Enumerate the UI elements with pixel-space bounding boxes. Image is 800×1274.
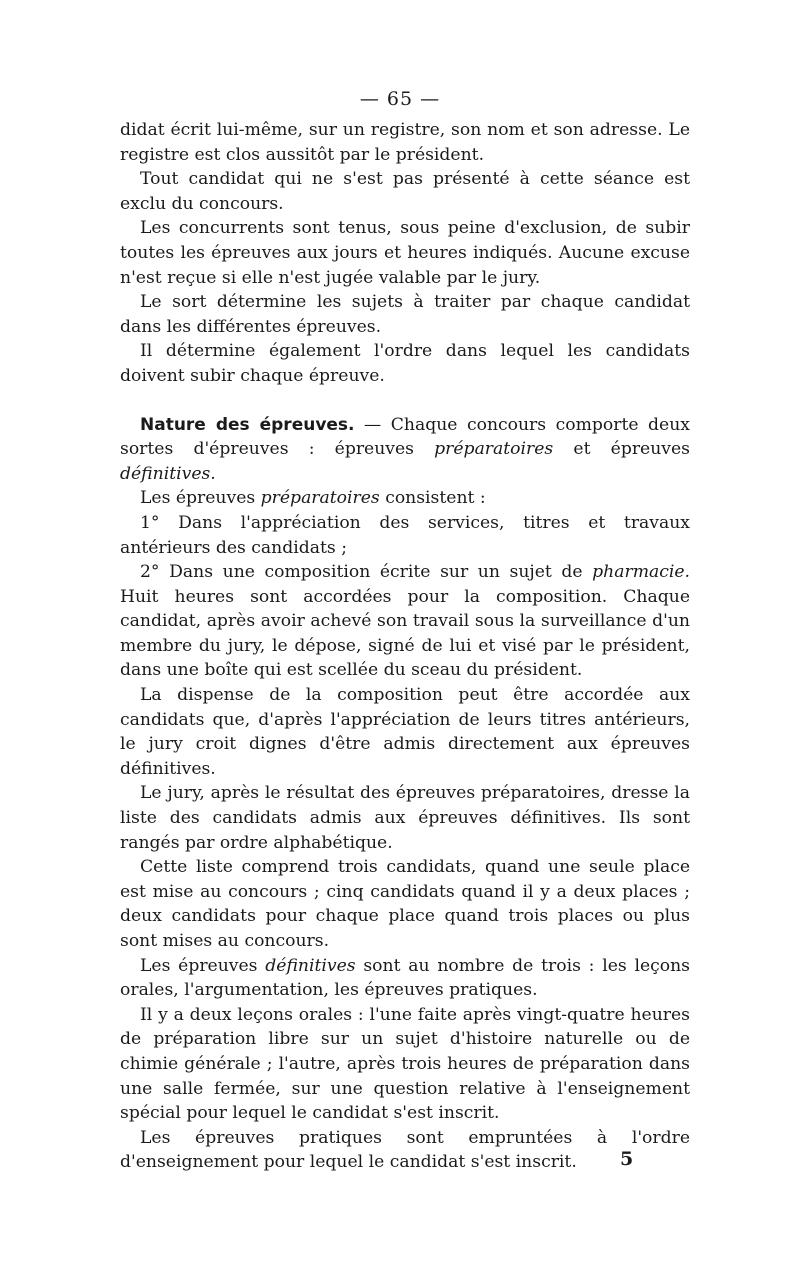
italic-term: définitives. xyxy=(120,463,216,484)
page-number: — 65 — xyxy=(359,88,441,110)
paragraph: Les épreuves pratiques sont empruntées à l'ordre d'enseignement pour lequel le candidat s'est inscrit. xyxy=(120,1127,690,1173)
section-gap xyxy=(120,389,690,413)
paragraph: Les concurrents sont tenus, sous peine d'exclusion, de subir toutes les épreuves aux jours et heures indiqués. Aucune excuse n'est reçue si elle n'est jugée valable par le jury. xyxy=(120,218,690,288)
list-item-1: 1° Dans l'appréciation des services, titres et travaux antérieurs des candidats ; xyxy=(120,512,690,558)
text-run: sont au nombre de trois : les leçons orales, l'argumentation, les épreuves pratiques. xyxy=(120,955,690,1001)
paragraph: Il détermine également l'ordre dans lequel les candidats doivent subir chaque épreuve. xyxy=(120,341,690,386)
text-run: consistent : xyxy=(379,488,486,509)
text-run: et épreuves xyxy=(553,439,690,460)
paragraph: La dispense de la composition peut être accordée aux candidats que, d'après l'appréciation de leurs titres antérieurs, le jury croit dignes d'être admis directement aux épreuves définitives. xyxy=(120,685,690,779)
paragraph: Il y a deux leçons orales : l'une faite après vingt-quatre heures de préparation libre sur un sujet d'histoire naturelle ou de chimie générale ; l'autre, après trois heures de préparation dans une salle fermée, sur une question relative à l'enseignement spécial pour lequel le candidat s'est inscrit. xyxy=(120,1004,690,1124)
italic-term: pharmacie. xyxy=(592,562,690,583)
list-item-2 xyxy=(120,560,690,683)
text-run: Huit heures sont accordées pour la composition. Chaque candidat, après avoir achevé son travail sous la surveillance d'un membre du jury, le dépose, signé de lui et visé par le président, dans une boîte qui est scellée du sceau du président. xyxy=(120,586,690,681)
italic-term: préparatoires xyxy=(260,488,380,509)
paragraph: Le jury, après le résultat des épreuves préparatoires, dresse la liste des candidats admis aux épreuves définitives. Ils sont rangés par ordre alphabétique. xyxy=(120,783,690,853)
page-body xyxy=(120,118,690,1175)
text-run: Les épreuves xyxy=(140,955,266,976)
paragraph xyxy=(120,954,690,1003)
italic-term: définitives xyxy=(265,955,356,976)
paragraph xyxy=(120,486,690,511)
paragraph: Le sort détermine les sujets à traiter par chaque candidat dans les différentes épreuves. xyxy=(120,292,690,337)
section-paragraph xyxy=(120,413,690,487)
italic-term: préparatoires xyxy=(434,439,554,460)
text-run: 2° Dans une composition écrite sur un sujet de xyxy=(140,562,593,583)
text-run: Les épreuves xyxy=(140,488,261,509)
paragraph: didat écrit lui-même, sur un registre, son nom et son adresse. Le registre est clos aussitôt par le président. xyxy=(120,120,690,165)
paragraph: Tout candidat qui ne s'est pas présenté à cette séance est exclu du concours. xyxy=(120,169,690,214)
paragraph: Cette liste comprend trois candidats, quand une seule place est mise au concours ; cinq candidats quand il y a deux places ; deux candidats pour chaque place quand trois places ou plus sont mises au concours. xyxy=(120,857,690,951)
section-heading: Nature des épreuves. xyxy=(140,414,355,435)
text-run: — Chaque concours comporte deux sortes d'épreuves : épreuves xyxy=(120,414,690,460)
signature-mark: 5 xyxy=(620,1148,634,1170)
